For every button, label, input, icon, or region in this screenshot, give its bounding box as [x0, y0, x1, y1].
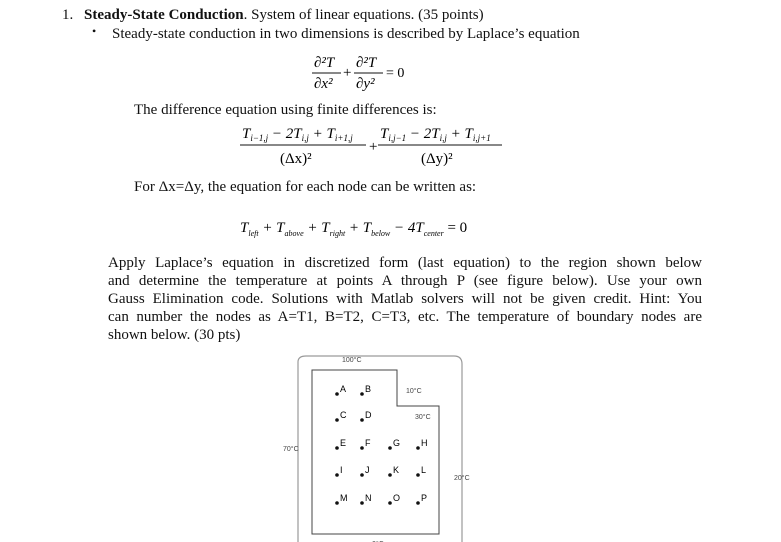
region-figure: [282, 348, 482, 542]
node-equation-text: $T_{left} + T_{above} + T_{right} + T_{below} - 4T_{center} = 0$: [240, 220, 468, 238]
bullet-icon: •: [92, 24, 97, 38]
instructions-paragraph: [108, 254, 702, 344]
node-label: P: [421, 493, 428, 503]
node-dot: [416, 501, 420, 505]
node-dot: [388, 473, 392, 477]
diff-denominator-2: (Δy)²: [421, 151, 453, 167]
instructions-line: Gauss Elimination code. Solutions with Matlab solvers will not be given credit. Hint: You: [108, 291, 702, 307]
instructions-line: Apply Laplace’s equation in discretized form (last equation) to the region shown below: [108, 255, 702, 271]
node-dot: [416, 473, 420, 477]
node-label: K: [393, 465, 400, 475]
node-equation: [238, 214, 498, 242]
problem-heading: [84, 6, 484, 24]
problem-subtitle: . System of linear equations. (35 points): [243, 7, 484, 23]
bullet-text: Steady-state conduction in two dimensions is described by Laplace’s equation: [112, 26, 580, 42]
node-label: D: [365, 410, 372, 420]
node-label: L: [421, 465, 427, 475]
problem-number: 1.: [62, 7, 74, 23]
laplace-rhs: = 0: [386, 66, 405, 81]
laplace-den2: ∂y²: [356, 76, 375, 92]
node-dot: [335, 392, 339, 396]
node-dot: [388, 446, 392, 450]
node-label: M: [340, 493, 348, 503]
node-label: I: [340, 465, 343, 475]
problem-title: Steady-State Conduction: [84, 7, 244, 23]
diff-numerator-1: $T_{i-1,j} - 2T_{i,j} + T_{i+1,j}$: [242, 126, 353, 143]
node-dot: [335, 501, 339, 505]
laplace-plus: +: [343, 65, 352, 81]
node-label: H: [421, 438, 428, 448]
node-label: F: [365, 438, 371, 448]
node-label: O: [393, 493, 401, 503]
node-label: E: [340, 438, 347, 448]
node-label: B: [365, 384, 372, 394]
node-dot: [360, 446, 364, 450]
left-temp-label: 70°C: [283, 446, 299, 453]
node-dot: [360, 392, 364, 396]
node-dot: [335, 418, 339, 422]
notch-temp-label: 30°C: [415, 414, 431, 421]
right-top-temp-label: 10°C: [406, 388, 422, 395]
instructions-line: can number the nodes as A=T1, B=T2, C=T3, etc. The temperature of boundary nodes are: [108, 309, 702, 325]
node-label: C: [340, 410, 347, 420]
instructions-line: shown below. (30 pts): [108, 327, 241, 343]
outer-boundary: [298, 356, 462, 542]
node-dot: [335, 446, 339, 450]
laplace-den1: ∂x²: [314, 76, 333, 92]
node-label: J: [365, 465, 370, 475]
diff-plus: +: [369, 139, 378, 155]
node-label: A: [340, 384, 347, 394]
top-temp-label: 100°C: [342, 357, 362, 364]
laplace-num2: ∂²T: [356, 55, 377, 71]
node-dot: [388, 501, 392, 505]
difference-equation: [236, 118, 506, 170]
node-dot: [335, 473, 339, 477]
diff-numerator-2: $T_{i,j-1} - 2T_{i,j} + T_{i,j+1}$: [380, 126, 491, 143]
laplace-equation: [300, 50, 440, 102]
node-label: G: [393, 438, 401, 448]
diff-denominator-1: (Δx)²: [280, 151, 312, 167]
node-dot: [360, 501, 364, 505]
node-dot: [416, 446, 420, 450]
instructions-line: and determine the temperature at points A through P (see figure below). Use your own: [108, 273, 702, 289]
node-dot: [360, 473, 364, 477]
laplace-num1: ∂²T: [314, 55, 335, 71]
node-dot: [360, 418, 364, 422]
node-intro: For Δx=Δy, the equation for each node can be written as:: [134, 179, 477, 195]
right-temp-label: 20°C: [454, 475, 470, 482]
node-label: N: [365, 493, 372, 503]
difference-intro: The difference equation using finite differences is:: [134, 102, 437, 118]
